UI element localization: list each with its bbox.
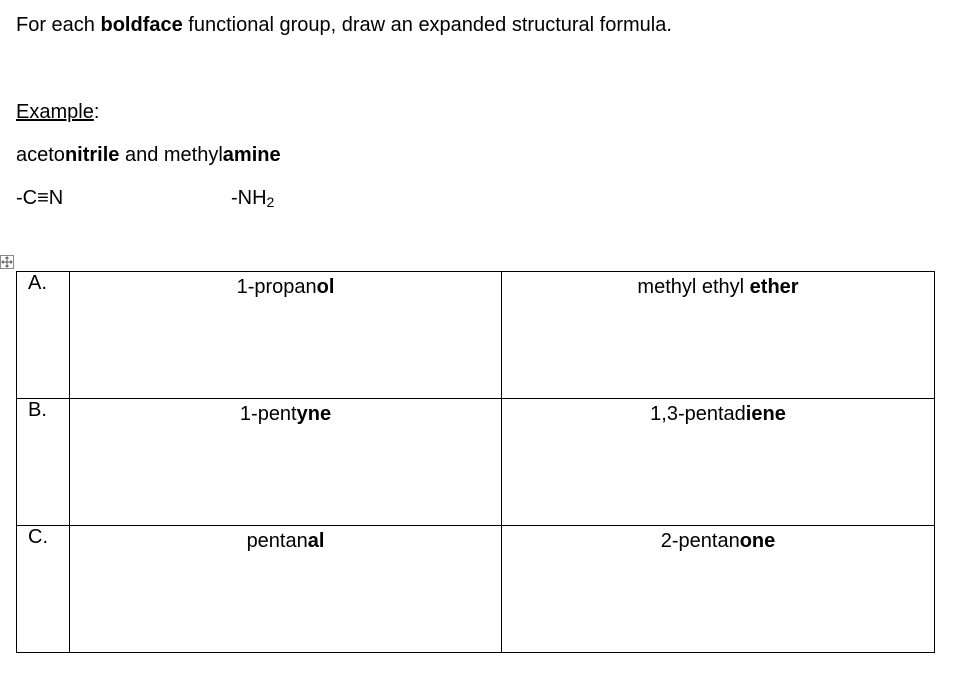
compound-name-prefix: methyl ethyl	[637, 276, 750, 298]
example-name1-prefix: aceto	[16, 144, 65, 166]
instruction-prefix: For each	[16, 14, 101, 36]
table-row	[17, 272, 935, 399]
table-row	[17, 399, 935, 526]
table-row	[17, 526, 935, 653]
functional-group-table	[16, 271, 935, 653]
example-formula-nitrile: -C≡N	[16, 187, 64, 209]
move-arrows-icon	[1, 256, 13, 268]
example-names	[16, 143, 281, 167]
example-formula-amine	[231, 186, 274, 214]
compound-cell[interactable]	[70, 526, 502, 653]
row-label: A.	[28, 272, 47, 294]
functional-group-bold: yne	[296, 403, 332, 425]
functional-group-bold: al	[307, 530, 325, 552]
row-label-cell[interactable]	[17, 399, 70, 526]
compound-name	[502, 272, 934, 299]
compound-name-prefix: pentan	[246, 530, 308, 552]
compound-name-prefix: 1-propan	[236, 276, 317, 298]
example-heading-colon: :	[93, 101, 100, 123]
example-heading-label: Example	[16, 101, 94, 123]
compound-name	[70, 272, 501, 299]
compound-name-prefix: 2-pentan	[660, 530, 740, 552]
compound-name-prefix: 1,3-pentad	[650, 403, 746, 425]
compound-cell[interactable]	[502, 399, 935, 526]
compound-name-prefix: 1-pent	[239, 403, 297, 425]
functional-group-bold: ol	[316, 276, 335, 298]
instruction-text	[16, 13, 672, 37]
example-name2-bold: amine	[222, 144, 281, 166]
example-name1-bold: nitrile	[64, 144, 120, 166]
example-joiner: and methyl	[119, 144, 223, 166]
instruction-suffix: functional group, draw an expanded structural formula.	[182, 14, 672, 36]
row-label: C.	[28, 526, 48, 548]
compound-cell[interactable]	[502, 272, 935, 399]
row-label-cell[interactable]	[17, 526, 70, 653]
instruction-bold: boldface	[100, 14, 183, 36]
compound-name	[502, 526, 934, 553]
row-label-cell[interactable]	[17, 272, 70, 399]
compound-cell[interactable]	[502, 526, 935, 653]
amine-formula-subscript: 2	[266, 194, 275, 210]
compound-cell[interactable]	[70, 399, 502, 526]
table-move-handle[interactable]	[0, 255, 14, 269]
functional-group-bold: one	[739, 530, 776, 552]
compound-name	[70, 399, 501, 426]
example-heading	[16, 100, 99, 124]
compound-name	[70, 526, 501, 553]
amine-formula-main: -NH	[231, 187, 267, 209]
row-label: B.	[28, 399, 47, 421]
compound-name	[502, 399, 934, 426]
functional-group-bold: ether	[749, 276, 799, 298]
functional-group-bold: iene	[745, 403, 786, 425]
compound-cell[interactable]	[70, 272, 502, 399]
